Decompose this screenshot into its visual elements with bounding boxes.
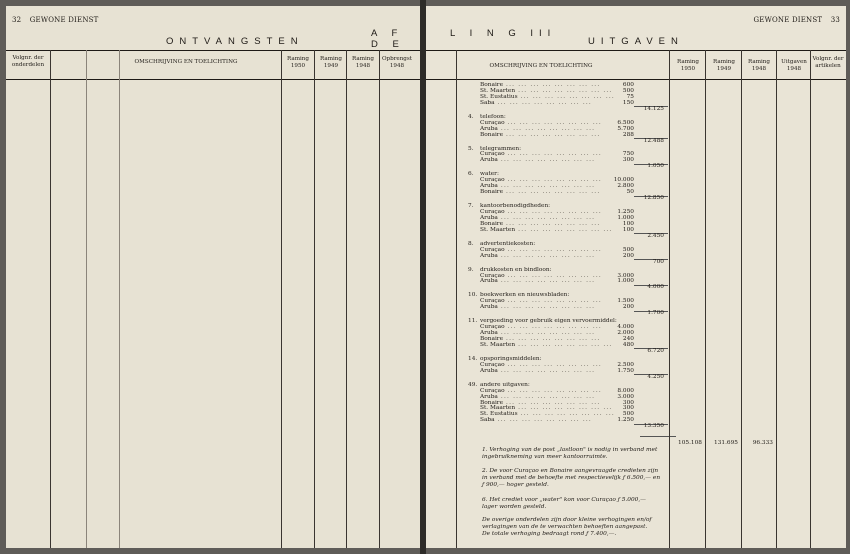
total-raming-1949: 131.695 xyxy=(714,440,738,446)
item-heading: advertentiekosten: xyxy=(480,240,536,247)
island-line xyxy=(480,189,600,195)
island-name: Saba xyxy=(480,417,495,424)
island-name: Aruba xyxy=(480,304,498,311)
leader-dots: ... ... ... ... ... ... ... ... xyxy=(497,367,596,374)
leader-dots: ... ... ... ... ... ... ... ... xyxy=(494,99,592,106)
subtotal: 4.000 xyxy=(647,284,664,291)
leader-dots: ... ... ... ... ... ... ... ... xyxy=(515,341,613,348)
leader-dots: ... ... ... ... ... ... ... ... xyxy=(503,399,601,406)
item-heading: kantoorbenodigdheden: xyxy=(480,203,551,210)
island-name: Aruba xyxy=(480,393,498,400)
island-name: Bonaire xyxy=(480,220,503,227)
subtotal: 4.250 xyxy=(647,373,664,380)
note-paragraph: 1. Verhoging van de post „lastloon" is nodig in verband met ingebruikneming van meer kantoorruimte. xyxy=(482,447,658,460)
subtotal: 1.700 xyxy=(647,310,664,317)
amount: 500 xyxy=(622,87,634,94)
left-running-title: GEWONE DIENST xyxy=(29,16,99,24)
leader-dots: ... ... ... ... ... ... ... ... xyxy=(515,405,613,412)
amount: 75 xyxy=(626,93,634,100)
left-heading: ONTVANGSTEN xyxy=(166,36,304,47)
left-header-rule xyxy=(6,79,420,80)
left-col-omschrijving: OMSCHRIJVING EN TOELICHTING xyxy=(134,59,238,65)
item-heading: drukkosten en bindloon: xyxy=(480,266,552,273)
total-raming-1948: 96.333 xyxy=(752,440,773,446)
island-name: Aruba xyxy=(480,183,498,190)
island-name: Aruba xyxy=(480,252,498,259)
left-page xyxy=(6,6,420,548)
island-line xyxy=(480,132,600,138)
item-heading: water: xyxy=(480,171,499,178)
leader-dots: ... ... ... ... ... ... ... ... xyxy=(504,177,602,184)
item-number: 14. xyxy=(468,355,478,362)
island-line xyxy=(480,278,595,284)
amount: 100 xyxy=(622,220,634,227)
amount: 500 xyxy=(622,246,634,253)
amount: 50 xyxy=(626,189,634,196)
island-name: Aruba xyxy=(480,330,498,337)
island-name: Curaçao xyxy=(480,151,505,158)
amount: 1.000 xyxy=(617,214,634,221)
island-name: St. Maarten xyxy=(480,226,516,233)
amount: 200 xyxy=(622,252,634,259)
leader-dots: ... ... ... ... ... ... ... ... xyxy=(504,151,602,158)
right-col-raming-1950: Raming 1950 xyxy=(677,59,699,72)
amount: 100 xyxy=(622,226,634,233)
amount: 2.800 xyxy=(617,183,634,190)
right-col-raming-1948: Raming 1948 xyxy=(748,59,770,72)
left-page-number: 32 xyxy=(12,16,22,24)
amount: 4.000 xyxy=(617,324,634,331)
leader-dots: ... ... ... ... ... ... ... ... xyxy=(504,272,602,279)
island-name: St. Eustatius xyxy=(480,411,518,418)
island-name: Curaçao xyxy=(480,209,505,215)
amount: 480 xyxy=(622,341,634,348)
leader-dots: ... ... ... ... ... ... ... ... xyxy=(504,387,602,394)
item-heading: vergoeding voor gebruik eigen vervoermiddel: xyxy=(480,318,617,325)
amount: 1.250 xyxy=(617,209,634,215)
item-number: 49. xyxy=(468,381,478,388)
leader-dots: ... ... ... ... ... ... ... ... xyxy=(497,330,596,337)
island-line xyxy=(480,368,595,374)
item-number: 4. xyxy=(468,113,474,120)
leader-dots: ... ... ... ... ... ... ... ... xyxy=(497,214,596,221)
leader-dots: ... ... ... ... ... ... ... ... xyxy=(497,125,596,132)
amount: 8.000 xyxy=(617,387,634,394)
right-running-title: GEWONE DIENST xyxy=(753,16,823,24)
subtotal: 1.050 xyxy=(647,163,664,170)
item-number: 7. xyxy=(468,203,474,210)
right-col-omschrijving: OMSCHRIJVING EN TOELICHTING xyxy=(489,63,593,69)
amount: 300 xyxy=(622,399,634,406)
subtotal: 14.125 xyxy=(643,105,664,112)
island-name: Aruba xyxy=(480,367,498,374)
amount: 5.700 xyxy=(617,125,634,132)
item-number: 5. xyxy=(468,145,474,152)
leader-dots: ... ... ... ... ... ... ... ... xyxy=(504,361,602,368)
island-name: Curaçao xyxy=(480,387,505,394)
island-name: Bonaire xyxy=(480,131,503,138)
island-name: Curaçao xyxy=(480,246,505,253)
island-name: St. Eustatius xyxy=(480,93,518,100)
left-col-raming-1950: Raming 1950 xyxy=(287,56,309,69)
leader-dots: ... ... ... ... ... ... ... ... xyxy=(504,298,602,305)
note-paragraph: 2. De voor Curaçao en Bonaire aangevraagde credieten zijn in verband met de behoefte met respectievelijk ƒ 6.500,— en ƒ 900,— hoger gesteld. xyxy=(482,468,661,488)
island-line xyxy=(480,304,595,310)
island-name: Bonaire xyxy=(480,189,503,196)
island-name: Aruba xyxy=(480,214,498,221)
amount: 2.500 xyxy=(617,361,634,368)
amount: 1.500 xyxy=(617,298,634,305)
leader-dots: ... ... ... ... ... ... ... ... xyxy=(504,119,602,126)
island-name: Bonaire xyxy=(480,336,503,342)
amount: 10.000 xyxy=(613,177,634,184)
leader-dots: ... ... ... ... ... ... ... ... xyxy=(497,252,596,259)
left-col-volgnr: Volgnr. der onderdelen xyxy=(11,55,45,68)
leader-dots: ... ... ... ... ... ... ... ... xyxy=(504,209,602,215)
item-number: 10. xyxy=(468,292,478,299)
item-heading: opsporingsmiddelen: xyxy=(480,355,542,362)
right-col-volgnr: Volgnr. der artikelen xyxy=(812,56,844,69)
right-col-raming-1949: Raming 1949 xyxy=(713,59,735,72)
island-name: Curaçao xyxy=(480,298,505,305)
subtotal: 12.488 xyxy=(643,137,664,144)
left-col-raming-1948: Raming 1948 xyxy=(352,56,374,69)
item-number: 8. xyxy=(468,240,474,247)
right-page xyxy=(426,6,846,548)
leader-dots: ... ... ... ... ... ... ... ... xyxy=(503,220,601,227)
right-heading: UITGAVEN xyxy=(588,36,684,47)
leader-dots: ... ... ... ... ... ... ... ... xyxy=(517,93,615,100)
leader-dots: ... ... ... ... ... ... ... ... xyxy=(497,278,596,285)
island-name: Saba xyxy=(480,99,495,106)
island-name: St. Maarten xyxy=(480,405,516,412)
item-number: 11. xyxy=(468,318,478,325)
leader-dots: ... ... ... ... ... ... ... ... xyxy=(504,324,602,331)
left-col-opbrengst-1948: Opbrengst 1948 xyxy=(381,56,413,69)
island-line xyxy=(480,157,595,163)
leader-dots: ... ... ... ... ... ... ... ... xyxy=(497,183,596,190)
island-name: Curaçao xyxy=(480,324,505,331)
leader-dots: ... ... ... ... ... ... ... ... xyxy=(494,417,592,424)
leader-dots: ... ... ... ... ... ... ... ... xyxy=(503,82,601,88)
amount: 6.500 xyxy=(617,119,634,126)
left-top-rule xyxy=(6,50,420,51)
island-line xyxy=(480,100,592,106)
leader-dots: ... ... ... ... ... ... ... ... xyxy=(497,157,596,164)
amount: 1.750 xyxy=(617,367,634,374)
island-name: Aruba xyxy=(480,125,498,132)
item-heading: telegrammen: xyxy=(480,145,522,152)
island-name: Curaçao xyxy=(480,361,505,368)
amount: 300 xyxy=(622,157,634,164)
leader-dots: ... ... ... ... ... ... ... ... xyxy=(503,189,601,196)
amount: 240 xyxy=(622,336,634,342)
item-number: 6. xyxy=(468,171,474,178)
item-number: 9. xyxy=(468,266,474,273)
note-paragraph: 6. Het crediet voor „water" kon voor Curaçao ƒ 5.000,— lager worden gesteld. xyxy=(482,497,646,510)
island-line xyxy=(480,342,612,348)
island-line xyxy=(480,417,592,423)
subtotal: 6.720 xyxy=(647,347,664,354)
amount: 3.000 xyxy=(617,272,634,279)
leader-dots: ... ... ... ... ... ... ... ... xyxy=(497,304,596,311)
left-col-raming-1949: Raming 1949 xyxy=(320,56,342,69)
item-heading: telefoon: xyxy=(480,113,506,120)
island-name: Bonaire xyxy=(480,82,503,88)
total-raming-1950: 105.108 xyxy=(678,440,702,446)
item-heading: andere uitgaven: xyxy=(480,381,530,388)
amount: 300 xyxy=(622,405,634,412)
item-heading: boekwerken en nieuwsbladen: xyxy=(480,292,570,299)
leader-dots: ... ... ... ... ... ... ... ... xyxy=(515,87,613,94)
amount: 2.000 xyxy=(617,330,634,337)
island-name: Aruba xyxy=(480,157,498,164)
island-name: Curaçao xyxy=(480,119,505,126)
island-name: Aruba xyxy=(480,278,498,285)
island-line xyxy=(480,227,612,233)
subtotal: 13.350 xyxy=(643,423,664,430)
island-name: St. Maarten xyxy=(480,341,516,348)
leader-dots: ... ... ... ... ... ... ... ... xyxy=(517,411,615,418)
island-name: St. Maarten xyxy=(480,87,516,94)
leader-dots: ... ... ... ... ... ... ... ... xyxy=(515,226,613,233)
amount: 600 xyxy=(622,82,634,88)
note-paragraph: De totale verhoging bedraagt rond ƒ 7.400,—. xyxy=(482,531,617,537)
note-paragraph: De overige onderdelen zijn door kleine verhogingen en/of verlagingen van de te verwachten behoeften aangepast. xyxy=(482,517,652,530)
island-line xyxy=(480,253,595,259)
right-page-number: 33 xyxy=(830,16,840,24)
amount: 500 xyxy=(622,411,634,418)
island-name: Curaçao xyxy=(480,272,505,279)
amount: 1.000 xyxy=(617,278,634,285)
subtotal: 2.450 xyxy=(647,232,664,239)
amount: 150 xyxy=(622,99,634,106)
amount: 750 xyxy=(622,151,634,158)
leader-dots: ... ... ... ... ... ... ... ... xyxy=(503,131,601,138)
island-name: Curaçao xyxy=(480,177,505,184)
island-name: Bonaire xyxy=(480,399,503,406)
amount: 288 xyxy=(622,131,634,138)
section-part-right: L I N G III xyxy=(450,28,557,39)
leader-dots: ... ... ... ... ... ... ... ... xyxy=(504,246,602,253)
amount: 1.250 xyxy=(617,417,634,424)
leader-dots: ... ... ... ... ... ... ... ... xyxy=(497,393,596,400)
amount: 200 xyxy=(622,304,634,311)
subtotal: 700 xyxy=(652,258,664,265)
amount: 3.000 xyxy=(617,393,634,400)
subtotal: 12.850 xyxy=(643,195,664,202)
leader-dots: ... ... ... ... ... ... ... ... xyxy=(503,336,601,342)
right-col-uitgaven-1948: Uitgaven 1948 xyxy=(781,59,807,72)
section-part-left: A F D E xyxy=(371,28,405,50)
